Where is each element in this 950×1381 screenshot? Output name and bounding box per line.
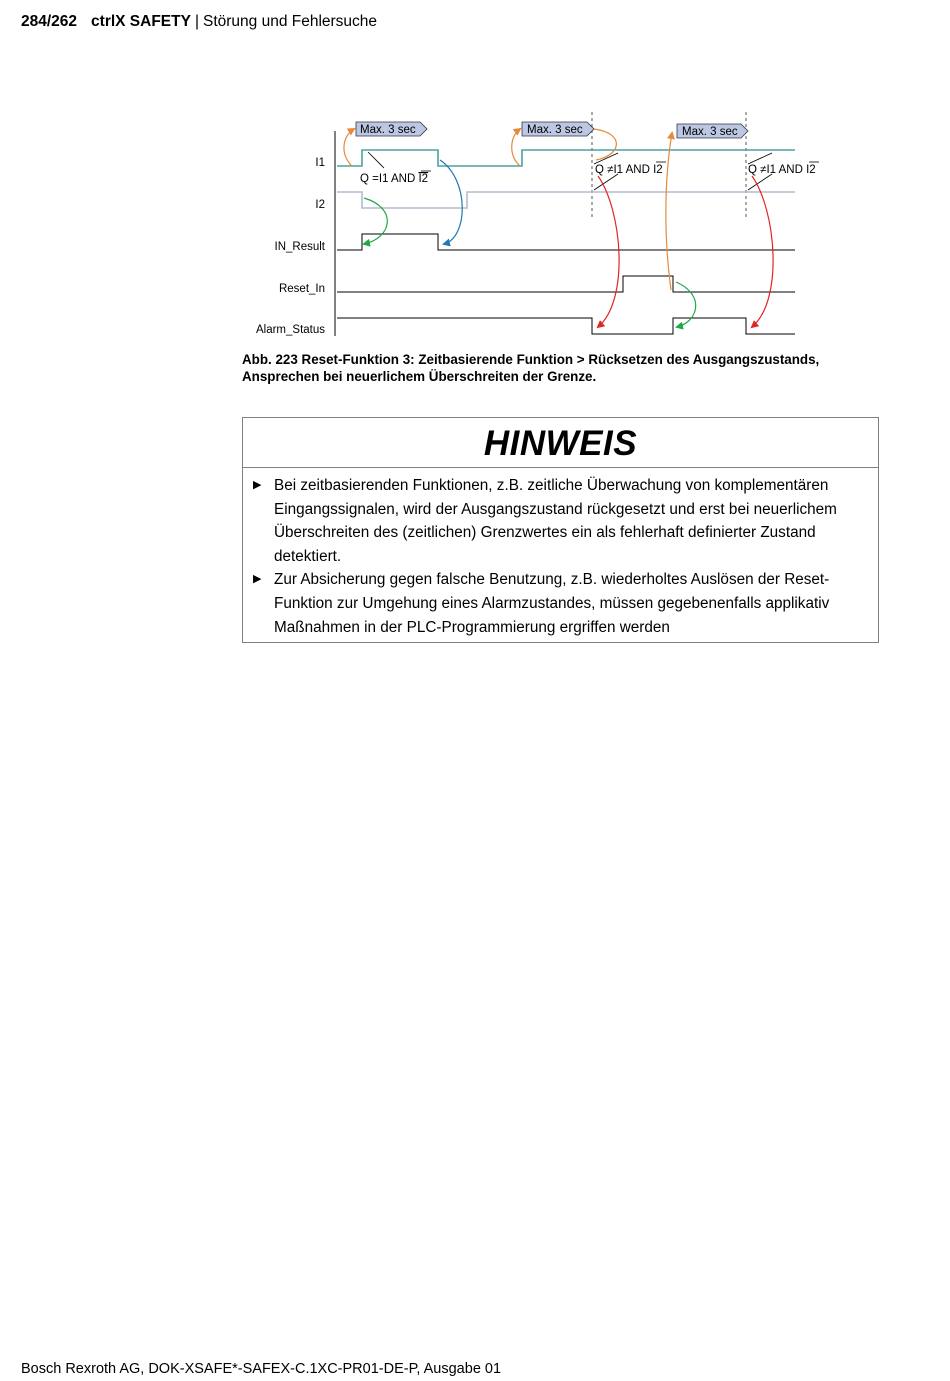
- section-title: Störung und Fehlersuche: [202, 13, 378, 30]
- timeout-tag-3: [677, 124, 748, 138]
- notice-box: [242, 417, 879, 643]
- notice-list: [243, 468, 878, 639]
- waveform-in-result: [337, 234, 795, 250]
- notice-item: [253, 568, 866, 639]
- timeout-tag-1: [356, 122, 427, 136]
- signal-label-reset-in: Reset_In: [278, 283, 325, 295]
- page-footer: Bosch Rexroth AG, DOK-XSAFE*-SAFEX-C.1XC-PR01-DE-P, Ausgabe 01: [21, 1361, 502, 1377]
- notice-item: [253, 474, 866, 568]
- equation-pointer-2: [594, 153, 618, 164]
- equation-label-1: Q =I1 AND I2: [360, 173, 429, 185]
- notice-header: [243, 418, 878, 468]
- arrow-orange-2: [512, 129, 520, 166]
- equation-pointer-1: [368, 152, 384, 168]
- page-header: [21, 13, 377, 31]
- arrow-orange-3: [666, 133, 672, 290]
- timeout-tag-2: [522, 122, 594, 136]
- equation-pointer-3: [748, 153, 772, 164]
- arrow-red-1: [598, 176, 619, 327]
- waveform-reset-in: [337, 276, 795, 292]
- document-title: ctrlX SAFETY: [91, 13, 191, 30]
- waveform-alarm-status: [337, 318, 795, 334]
- signal-label-alarm-status: Alarm_Status: [255, 324, 325, 336]
- header-separator: |: [194, 13, 199, 30]
- play-triangle-icon: ▶: [253, 573, 262, 586]
- signal-label-in-result: IN_Result: [274, 241, 325, 253]
- signal-label-i2: I2: [315, 199, 325, 211]
- notice-item-text: Zur Absicherung gegen falsche Benutzung, z.B. wiederholtes Auslösen der Reset-Funktion zur Umgehung eines Alarmzustandes, müssen gegebenenfalls applikativ Maßnahmen in der PLC-Programmierung ergriffen werden: [274, 571, 830, 636]
- waveform-i1: [337, 150, 795, 166]
- arrow-red-2: [752, 176, 773, 327]
- notice-item-text: Bei zeitbasierenden Funktionen, z.B. zeitliche Überwachung von komplementären Eingangssignalen, wird der Ausgangszustand rückgesetzt und erst bei neuerlichem Überschreiten des (zeitlichen) Grenzwertes ein als fehlerhaft definierter Zustand detektiert.: [274, 477, 837, 565]
- equation-label-2: Q ≠I1 AND I2: [595, 164, 663, 176]
- arrow-green-2: [676, 282, 696, 327]
- page-number: 284/262: [21, 13, 78, 30]
- play-triangle-icon: ▶: [253, 479, 262, 491]
- arrow-green-1: [364, 198, 387, 244]
- timeout-label-2: Max. 3 sec: [527, 124, 583, 136]
- arrow-orange-1: [344, 129, 354, 166]
- waveform-i2: [337, 192, 795, 208]
- notice-title: HINWEIS: [483, 424, 638, 463]
- equation-label-3: Q ≠I1 AND I2: [748, 164, 816, 176]
- arrow-blue-1: [440, 160, 462, 244]
- timing-diagram: [240, 108, 820, 343]
- timeout-label-1: Max. 3 sec: [360, 124, 416, 136]
- figure-caption: Abb. 223 Reset-Funktion 3: Zeitbasierende Funktion > Rücksetzen des Ausgangszustands, Ansprechen bei neuerlichem Überschreiten der Grenze.: [242, 352, 820, 384]
- timeout-label-3: Max. 3 sec: [682, 126, 738, 138]
- signal-label-i1: I1: [315, 157, 325, 169]
